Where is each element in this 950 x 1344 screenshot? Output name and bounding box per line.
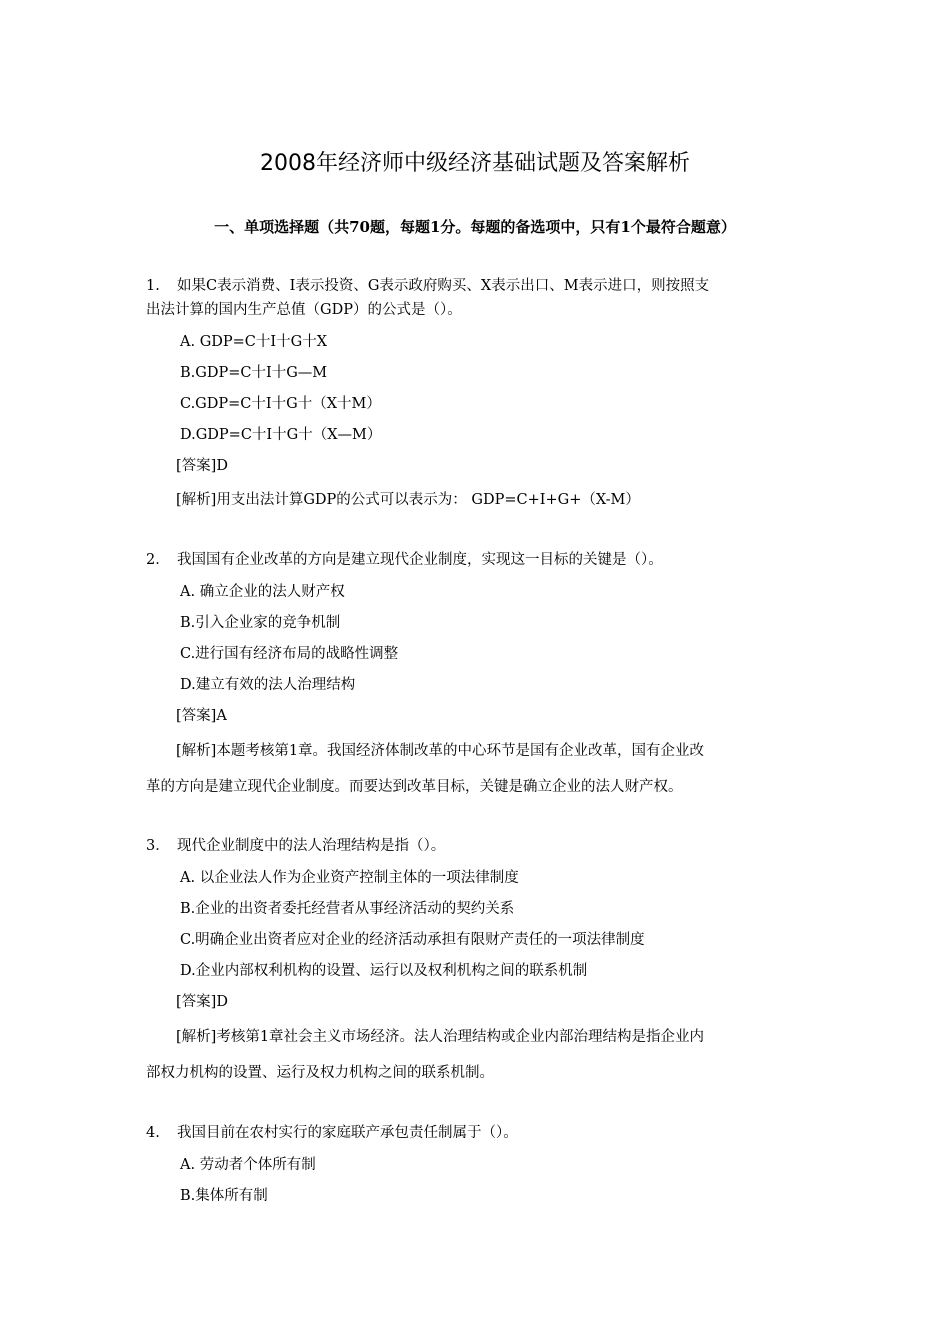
question-number: 2． <box>146 552 170 568</box>
option-a: A. GDP=C十I十G十X <box>180 334 328 350</box>
option-d: D.建立有效的法人治理结构 <box>180 677 356 693</box>
option-b: B.企业的出资者委托经营者从事经济活动的契约关系 <box>180 901 515 917</box>
question-stem-line: 出法计算的国内生产总值（GDP）的公式是（）。 <box>146 302 462 318</box>
option-c: C.进行国有经济布局的战略性调整 <box>180 646 399 662</box>
option-d: D.GDP=C十I十G十（X—M） <box>180 427 382 443</box>
question-number: 4. <box>146 1125 160 1141</box>
question-stem-line: 现代企业制度中的法人治理结构是指（）。 <box>177 838 446 854</box>
question-stem-line: 如果C表示消费、I表示投资、G表示政府购买、X表示出口、M表示进口，则按照支 <box>177 278 710 294</box>
section-heading: 一、单项选择题（共70题，每题1分。每题的备选项中，只有1个最符合题意） <box>214 218 736 236</box>
answer: [答案]A <box>176 708 227 724</box>
analysis-line: 部权力机构的设置、运行及权力机构之间的联系机制。 <box>146 1065 494 1081</box>
answer: [答案]D <box>176 458 228 474</box>
option-b: B.集体所有制 <box>180 1188 268 1204</box>
option-a: A. 以企业法人作为企业资产控制主体的一项法律制度 <box>180 870 519 886</box>
answer: [答案]D <box>176 994 228 1010</box>
question-number: 3． <box>146 838 170 854</box>
document-title: 2008年经济师中级经济基础试题及答案解析 <box>260 151 690 176</box>
option-c: C.GDP=C十I十G十（X十M） <box>180 396 381 412</box>
analysis-line: [解析]考核第1章社会主义市场经济。法人治理结构或企业内部治理结构是指企业内 <box>176 1029 705 1045</box>
option-d: D.企业内部权利机构的设置、运行以及权利机构之间的联系机制 <box>180 963 588 979</box>
question-stem-line: 我国目前在农村实行的家庭联产承包责任制属于（）。 <box>177 1125 518 1141</box>
analysis-line: [解析]本题考核第1章。我国经济体制改革的中心环节是国有企业改革，国有企业改 <box>176 743 705 759</box>
option-c: C.明确企业出资者应对企业的经济活动承担有限财产责任的一项法律制度 <box>180 932 645 948</box>
option-a: A. 劳动者个体所有制 <box>180 1157 316 1173</box>
question-number: 1. <box>146 278 160 294</box>
option-b: B.引入企业家的竞争机制 <box>180 615 341 631</box>
option-b: B.GDP=C十I十G—M <box>180 365 328 381</box>
option-a: A. 确立企业的法人财产权 <box>180 584 345 600</box>
analysis: [解析]用支出法计算GDP的公式可以表示为： GDP=C+I+G+（X-M） <box>176 492 640 508</box>
analysis-line: 革的方向是建立现代企业制度。而要达到改革目标，关键是确立企业的法人财产权。 <box>146 779 683 795</box>
question-stem-line: 我国国有企业改革的方向是建立现代企业制度，实现这一目标的关键是（）。 <box>177 552 663 568</box>
